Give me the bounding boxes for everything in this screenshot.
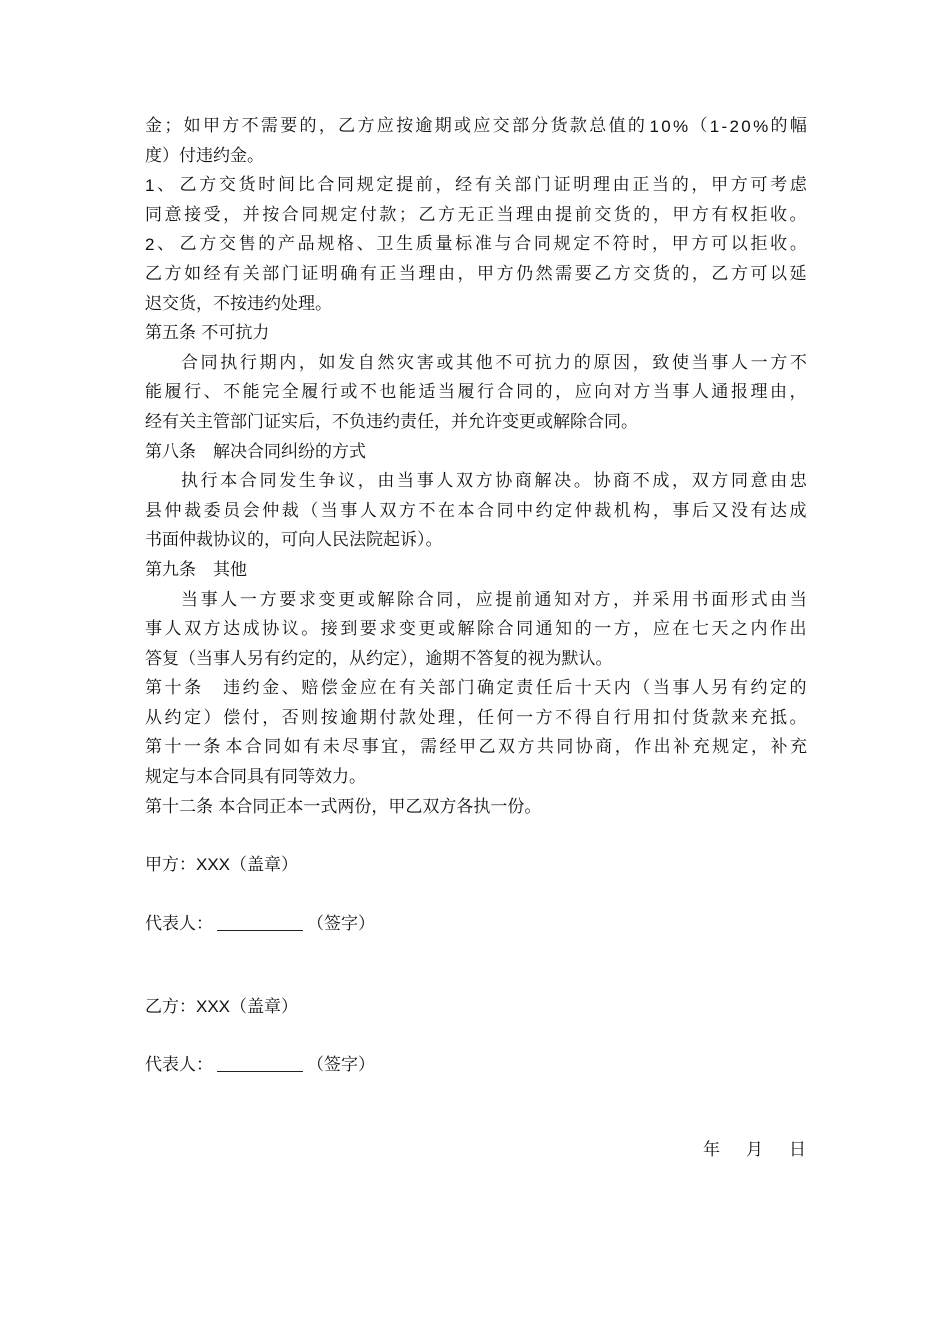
text-line: 迟交货，不按违约处理。 [145,293,332,314]
party-b-label: 乙方： [145,997,196,1017]
date-day: 日 [789,1140,806,1160]
rep-b-line [145,1053,375,1077]
text-line: 同 意 接 受 ， 并 按 合 同 规 定 付 款 ； 乙 方 无 正 当 理 由 提 前 交 货 的 ， 甲 方 有 权 拒 收 。 [145,204,807,225]
rep-a-sign-note: （签字） [307,914,375,934]
text-line: 金 ； 如 甲 方 不 需 要 的 ， 乙 方 应 按 逾 期 或 应 交 部 分 货 款 总 值 的 1 0 % （ 1 - 2 0 % 的 幅 [145,116,807,136]
party-a-seal-note: （盖章） [230,855,299,875]
rep-a-signature-blank[interactable] [217,912,303,931]
text-line: 从 约 定 ） 偿 付 ， 否 则 按 逾 期 付 款 处 理 ， 任 何 一 方 不 得 自 行 用 扣 付 货 款 来 充 抵 。 [145,707,807,728]
text-line: 事 人 双 方 达 成 协 议 。 接 到 要 求 变 更 或 解 除 合 同 通 知 的 一 方 ， 应 在 七 天 之 内 作 出 [145,619,807,640]
rep-b-sign-note: （签字） [307,1055,375,1075]
party-a-label: 甲方： [145,855,196,875]
text-line: 第十二条 本合同正本一式两份，甲乙双方各执一份。 [145,796,542,817]
section-heading: 第九条 其他 [145,559,247,580]
party-b-seal-note: （盖章） [230,997,299,1017]
rep-a-line [145,912,375,936]
party-a-name: XXX [196,855,231,874]
text-line: 执 行 本 合 同 发 生 争 议 ， 由 当 事 人 双 方 协 商 解 决 。 协 商 不 成 ， 双 方 同 意 由 忠 [181,471,807,492]
contract-body [145,112,807,822]
text-line: 经有关主管部门证实后，不负违约责任，并允许变更或解除合同。 [145,411,638,432]
text-line: 第 十 条 违 约 金 、 赔 偿 金 应 在 有 关 部 门 确 定 责 任 后 十 天 内 （ 当 事 人 另 有 约 定 的 [145,678,807,699]
rep-b-signature-blank[interactable] [217,1053,303,1072]
text-line: 合 同 执 行 期 内 ， 如 发 自 然 灾 害 或 其 他 不 可 抗 力 的 原 因 ， 致 使 当 事 人 一 方 不 [181,352,807,373]
text-line: 县 仲 裁 委 员 会 仲 裁 （ 当 事 人 双 方 不 在 本 合 同 中 约 定 仲 裁 机 构 ， 事 后 又 没 有 达 成 [145,500,807,521]
date-month: 月 [746,1140,763,1160]
text-line: 书面仲裁协议的，可向人民法院起诉）。 [145,530,443,551]
text-line: 答复（当事人另有约定的，从约定），逾期不答复的视为默认。 [145,648,613,669]
text-line: 当 事 人 一 方 要 求 变 更 或 解 除 合 同 ， 应 提 前 通 知 对 方 ， 并 采 用 书 面 形 式 由 当 [181,589,807,610]
section-heading: 第八条 解决合同纠纷的方式 [145,441,366,462]
date-year: 年 [703,1140,720,1160]
text-line: 1 、 乙 方 交 货 时 间 比 合 同 规 定 提 前 ， 经 有 关 部 门 证 明 理 由 正 当 的 ， 甲 方 可 考 虑 [145,175,807,196]
rep-b-label: 代表人： [145,1055,213,1075]
text-line: 第 十 一 条 本 合 同 如 有 未 尽 事 宜 ， 需 经 甲 乙 双 方 共 同 协 商 ， 作 出 补 充 规 定 ， 补 充 [145,737,807,758]
rep-a-label: 代表人： [145,914,213,934]
section-heading: 第五条 不可抗力 [145,323,270,344]
party-b-name: XXX [196,997,231,1016]
text-line: 能 履 行 、 不 能 完 全 履 行 或 不 也 能 适 当 履 行 合 同 的 ， 应 向 对 方 当 事 人 通 报 理 由 ， [145,382,807,403]
party-b-line [145,995,298,1019]
text-line: 规定与本合同具有同等效力。 [145,767,366,788]
text-line: 度）付违约金。 [145,145,264,166]
party-a-line [145,853,298,877]
date-line [703,1138,806,1162]
text-line: 2 、 乙 方 交 售 的 产 品 规 格 、 卫 生 质 量 标 准 与 合 同 规 定 不 符 时 ， 甲 方 可 以 拒 收 。 [145,234,807,255]
text-line: 乙 方 如 经 有 关 部 门 证 明 确 有 正 当 理 由 ， 甲 方 仍 然 需 要 乙 方 交 货 的 ， 乙 方 可 以 延 [145,263,807,284]
